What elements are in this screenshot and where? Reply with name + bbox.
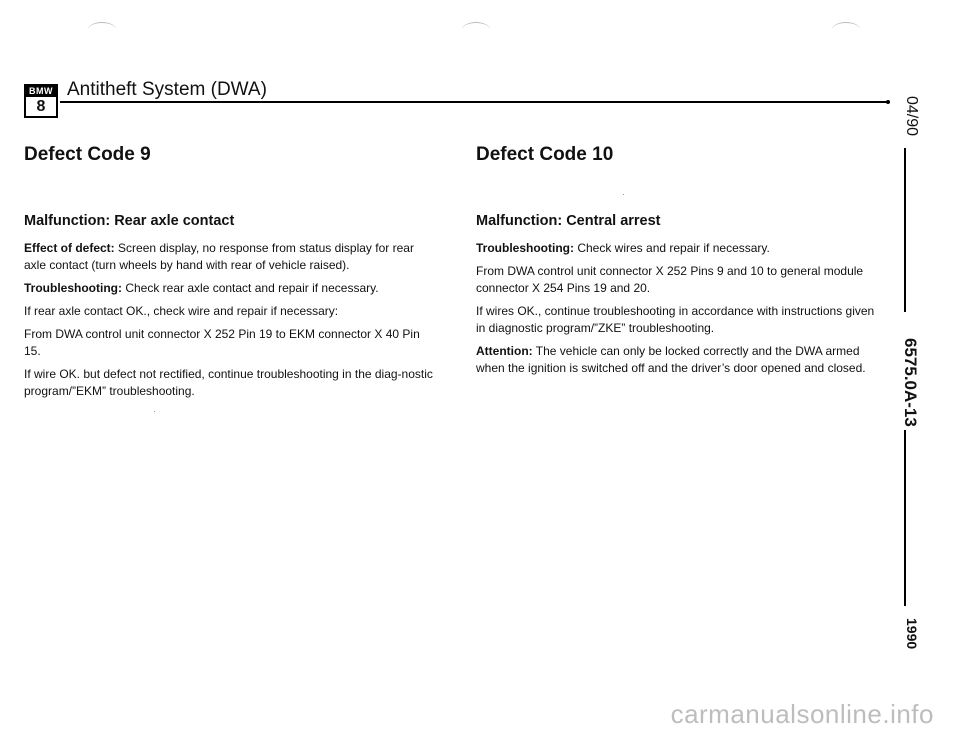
logo-series-number: 8 — [36, 98, 46, 115]
right-paragraph: From DWA control unit connector X 252 Pins 9 and 10 to general module connector X 254 Pins 19 and 20. — [476, 264, 864, 295]
margin-rule — [904, 430, 906, 606]
right-heading: Defect Code 10 — [476, 144, 614, 165]
crop-mark — [462, 22, 490, 37]
watermark: carmanualsonline.info — [670, 699, 934, 729]
right-malfunction: Malfunction: Central arrest — [476, 213, 661, 229]
margin-rule — [904, 148, 906, 312]
page-title: Antitheft System (DWA) — [67, 79, 267, 100]
left-paragraph: Effect of defect: Screen display, no response from status display for rear axle contact (turn wheels by hand with rear of vehicle raised). — [24, 241, 414, 272]
scan-speck — [154, 411, 155, 412]
right-body — [476, 240, 886, 383]
scan-speck — [623, 194, 624, 195]
left-malfunction: Malfunction: Rear axle contact — [24, 213, 235, 229]
margin-section-code: 6575.0A-13 — [901, 338, 920, 427]
bmw-8-logo — [24, 84, 58, 118]
left-heading: Defect Code 9 — [24, 144, 151, 165]
left-paragraph: If rear axle contact OK., check wire and repair if necessary: — [24, 304, 339, 318]
right-paragraph: Attention: The vehicle can only be locked correctly and the DWA armed when the ignition is switched off and the driver’s door opened and closed. — [476, 344, 866, 375]
left-paragraph: From DWA control unit connector X 252 Pin 19 to EKM connector X 40 Pin 15. — [24, 327, 420, 358]
left-paragraph: If wire OK. but defect not rectified, continue troubleshooting in the diag-nostic program/”EKM” troubleshooting. — [24, 367, 433, 398]
crop-mark — [832, 22, 860, 37]
left-body — [24, 240, 434, 406]
margin-year: 1990 — [904, 618, 920, 650]
margin-date: 04/90 — [903, 96, 920, 137]
logo-brand: BMW — [26, 86, 56, 97]
right-paragraph: Troubleshooting: Check wires and repair if necessary. — [476, 241, 770, 255]
crop-mark — [88, 22, 116, 37]
header-rule-end — [886, 100, 890, 104]
left-paragraph: Troubleshooting: Check rear axle contact and repair if necessary. — [24, 281, 379, 295]
right-paragraph: If wires OK., continue troubleshooting in accordance with instructions given in diagnostic program/”ZKE” troubleshooting. — [476, 304, 875, 335]
header-rule — [60, 101, 890, 103]
